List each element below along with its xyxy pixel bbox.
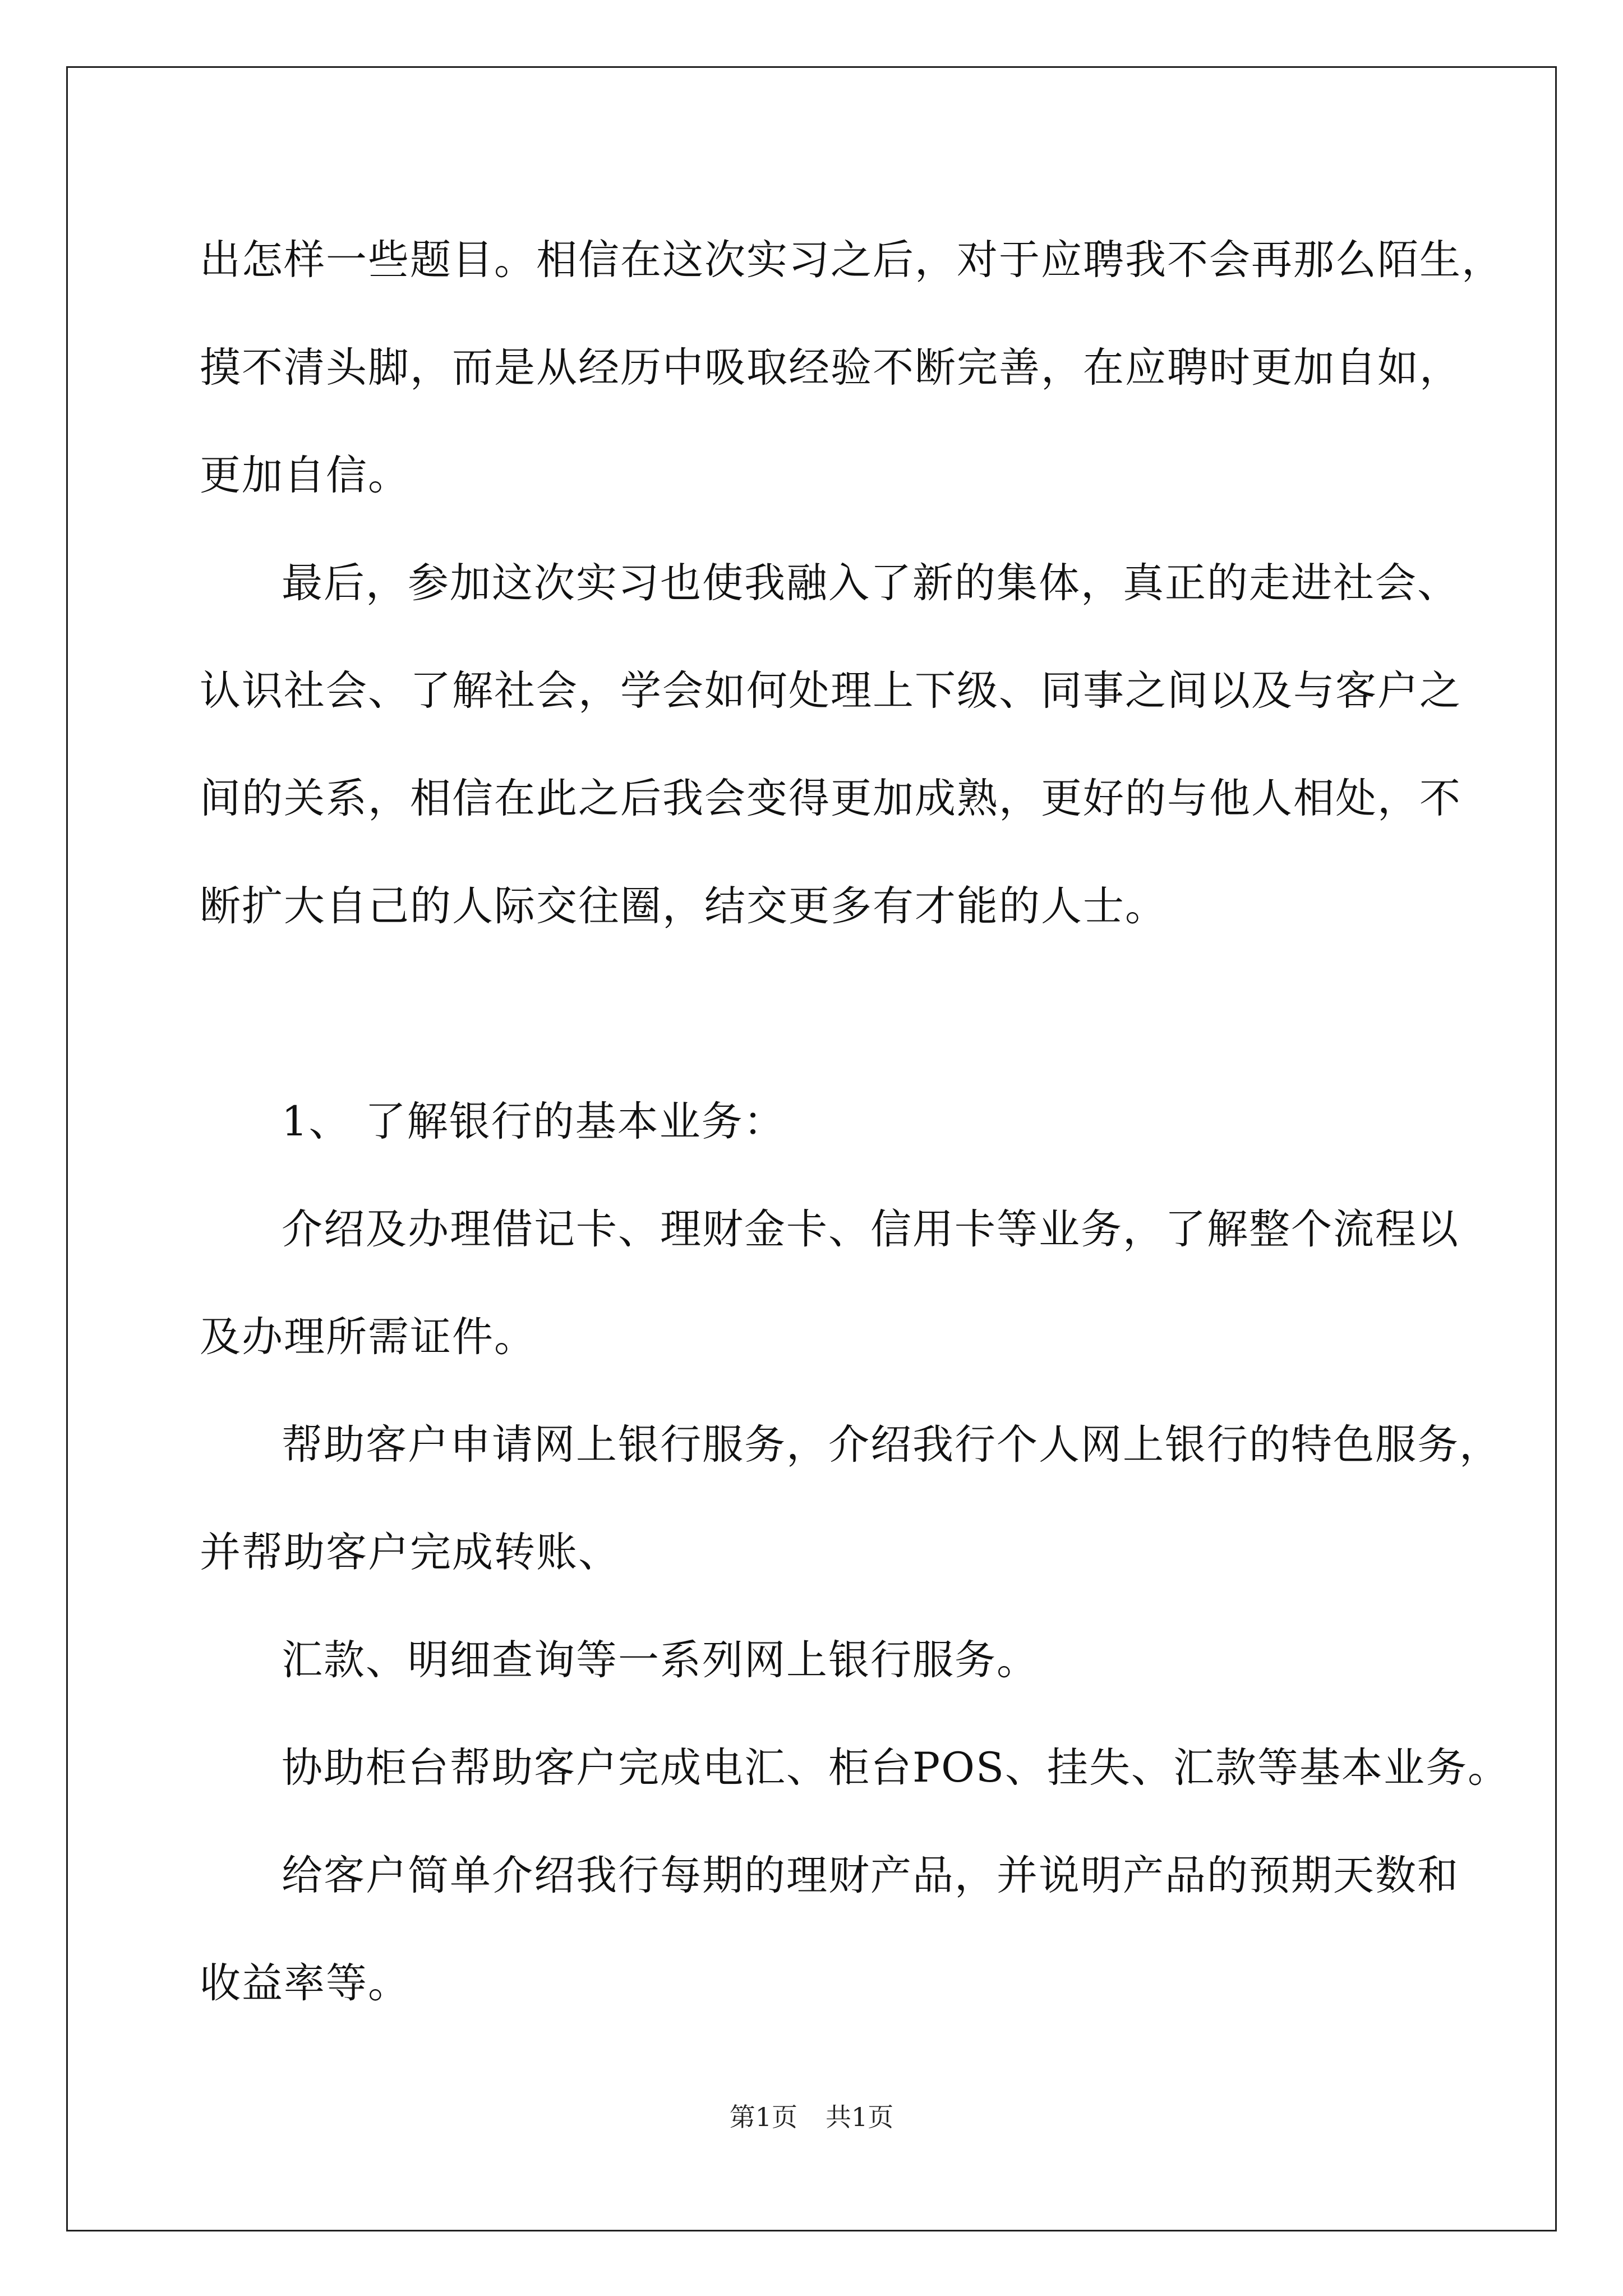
text-line: 出怎样一些题目。相信在这次实习之后，对于应聘我不会再那么陌生， [200,236,1504,284]
page-number: 第1页 [729,2102,797,2132]
text-line: 介绍及办理借记卡、理财金卡、信用卡等业务，了解整个流程以 [282,1205,1459,1253]
text-line: 并帮助客户完成转账、 [200,1529,620,1576]
text-line: 帮助客户申请网上银行服务，介绍我行个人网上银行的特色服务， [282,1421,1501,1469]
paragraph [200,1176,1459,1391]
text-line: 协助柜台帮助客户完成电汇、柜台POS、挂失、汇款等基本业务。 [282,1744,1510,1792]
page-total: 共1页 [826,2102,894,2132]
paragraph [200,530,1461,960]
text-line: 更加自信。 [200,452,410,499]
text-line: 断扩大自己的人际交往圈，结交更多有才能的人士。 [200,882,1167,930]
text-line: 1、 了解银行的基本业务： [282,1098,786,1145]
section-heading [200,1068,1428,1176]
text-line: 及办理所需证件。 [200,1313,536,1361]
text-line: 摸不清头脚，而是从经历中吸取经验不断完善，在应聘时更加自如， [200,344,1461,392]
paragraph [200,1391,1501,1607]
paragraph-gap [200,960,1428,1068]
text-line: 最后，参加这次实习也使我融入了新的集体，真正的走进社会、 [282,559,1459,607]
text-line: 认识社会、了解社会，学会如何处理上下级、同事之间以及与客户之 [200,667,1461,715]
page-footer [0,2097,1623,2134]
paragraph [200,206,1504,530]
document-body [200,206,1510,2037]
paragraph [200,1714,1510,1822]
text-line: 间的关系，相信在此之后我会变得更加成熟，更好的与他人相处，不 [200,775,1461,822]
text-line: 收益率等。 [200,1959,410,2007]
text-line: 汇款、明细查询等一系列网上银行服务。 [282,1636,1039,1684]
paragraph [200,1822,1459,2037]
paragraph [200,1607,1428,1714]
text-line: 给客户简单介绍我行每期的理财产品，并说明产品的预期天数和 [282,1852,1459,1899]
